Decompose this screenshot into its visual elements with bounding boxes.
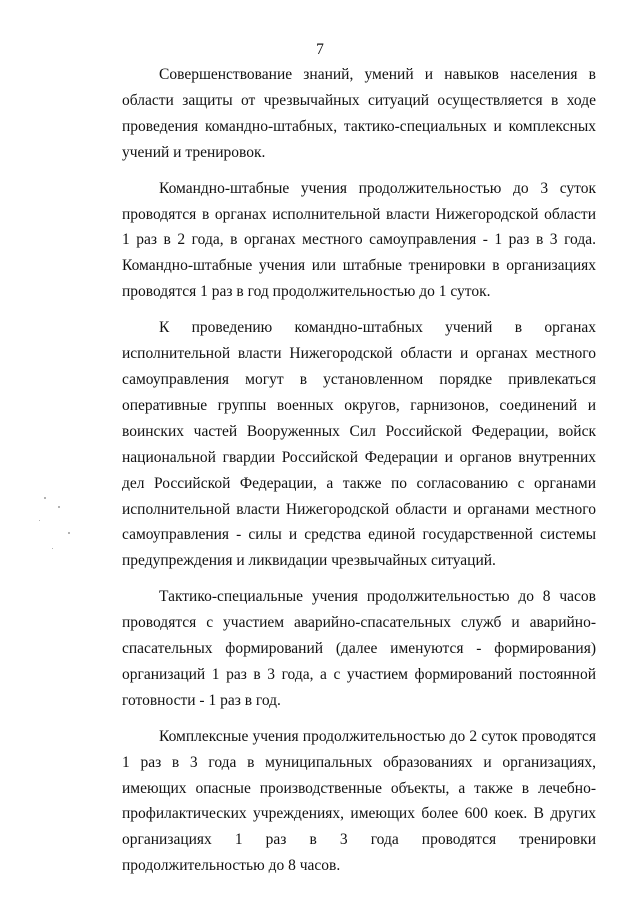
scan-speck [39, 520, 40, 521]
paragraph-involvement-of-forces: К проведению командно-штабных учений в органах исполнительной власти Нижегородской области и органах местного самоуправления могут в установленном порядке привлекаться оперативные группы военных округов, гарнизонов, соединений и воинских частей Вооруженных Сил Российской Федерации, войск национальной гвардии Российской Федерации и органов внутренних дел Российской Федерации, а также по согласованию с органами исполнительной власти Нижегородской области и органами местного самоуправления - силы и средства единой государственной системы предупреждения и ликвидации чрезвычайных ситуаций. [122, 319, 596, 570]
paragraph-improvement-of-knowledge: Совершенствование знаний, умений и навыков населения в области защиты от чрезвычайных ситуаций осуществляется в ходе проведения командно-штабных, тактико-специальных и комплексных учений и тренировок. [122, 66, 596, 161]
scan-speck [58, 506, 60, 508]
scan-speck [68, 532, 70, 534]
document-body [122, 62, 596, 879]
paragraph-command-staff-exercises: Командно-штабные учения продолжительностью до 3 суток проводятся в органах исполнительной власти Нижегородской области 1 раз в 2 года, в органах местного самоуправления - 1 раз в 3 года. Командно-штабные учения или штабные тренировки в организациях проводятся 1 раз в год продолжительностью до 1 суток. [122, 179, 596, 301]
scan-speck [44, 497, 46, 499]
scan-speck [52, 548, 53, 549]
paragraph-tactical-special-exercises: Тактико-специальные учения продолжительностью до 8 часов проводятся с участием аварийно-спасательных служб и аварийно-спасательных формирований (далее именуются - формирования) организаций 1 раз в 3 года, а с участием формирований постоянной готовности - 1 раз в год. [122, 588, 596, 709]
page-number: 7 [316, 41, 324, 58]
paragraph-complex-exercises: Комплексные учения продолжительностью до 2 суток проводятся 1 раз в 3 года в муниципальных образованиях и организациях, имеющих опасные производственные объекты, а также в лечебно-профилактических учреждениях, имеющих более 600 коек. В других организациях 1 раз в 3 года проводятся тренировки продолжительностью до 8 часов. [122, 727, 596, 875]
